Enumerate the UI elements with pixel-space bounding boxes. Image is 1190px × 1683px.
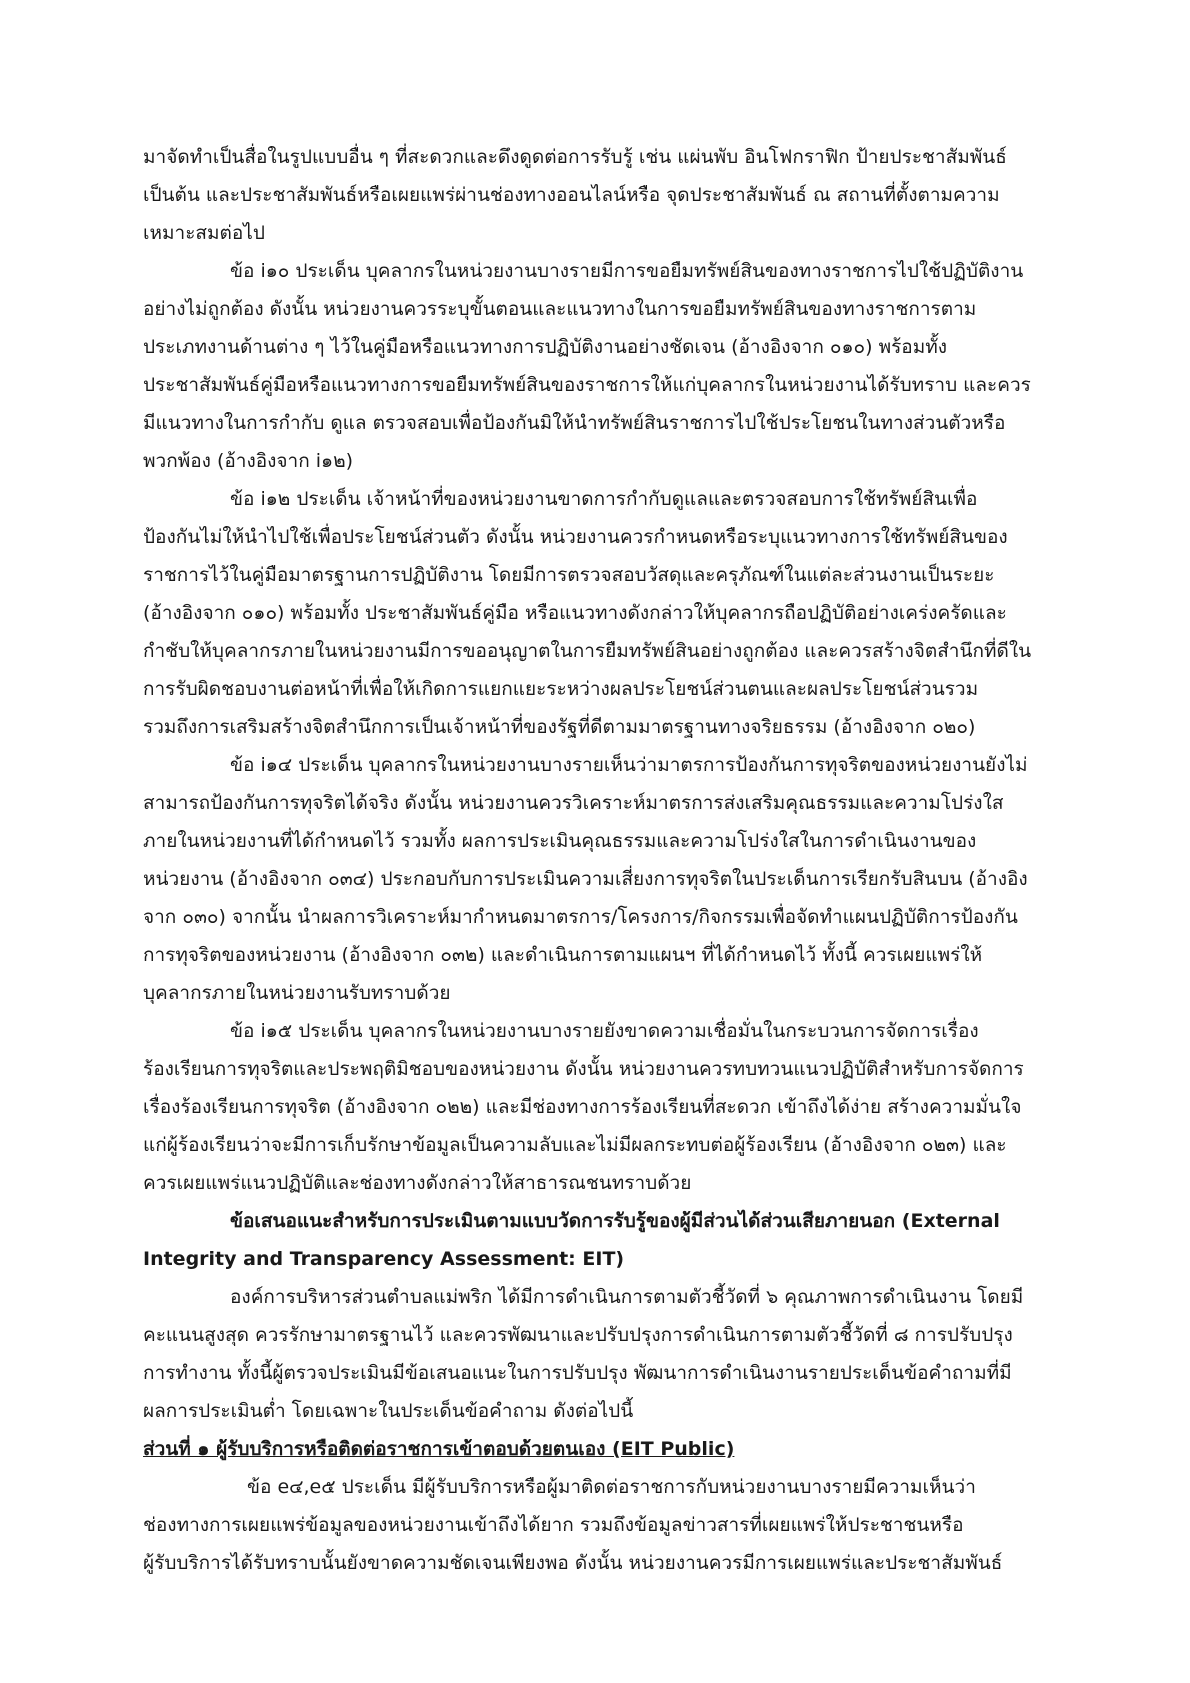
text-line: การทุจริตของหน่วยงาน (อ้างอิงจาก ๐๓๒) และดำเนินการตามแผนฯ ที่ได้กำหนดไว้ ทั้งนี้ ควรเผยแพร่ให้ [143,944,983,966]
part-heading: ส่วนที่ ๑ ผู้รับบริการหรือติดต่อราชการเข้าตอบด้วยตนเอง (EIT Public) [143,1438,735,1460]
text-line: แก่ผู้ร้องเรียนว่าจะมีการเก็บรักษาข้อมูลเป็นความลับและไม่มีผลกระทบต่อผู้ร้องเรียน (อ้างอิงจาก ๐๒๓) และ [143,1134,1007,1156]
text-line: รวมถึงการเสริมสร้างจิตสำนึกการเป็นเจ้าหน้าที่ของรัฐที่ดีตามมาตรฐานทางจริยธรรม (อ้างอิงจาก ๐๒๐) [143,716,976,738]
text-line: ผู้รับบริการได้รับทราบนั้นยังขาดความชัดเจนเพียงพอ ดังนั้น หน่วยงานควรมีการเผยแพร่และประชาสัมพันธ์ [143,1552,1003,1574]
text-line: อย่างไม่ถูกต้อง ดังนั้น หน่วยงานควรระบุขั้นตอนและแนวทางในการขอยืมทรัพย์สินของทางราชการตาม [143,298,977,320]
text-line: ข้อ i๑๕ ประเด็น บุคลากรในหน่วยงานบางรายยังขาดความเชื่อมั่นในกระบวนการจัดการเรื่อง [230,1020,979,1042]
text-line: เหมาะสมต่อไป [143,222,265,244]
text-line: ประเภทงานด้านต่าง ๆ ไว้ในคู่มือหรือแนวทางการปฏิบัติงานอย่างชัดเจน (อ้างอิงจาก ๐๑๐) พร้อมทั้ง [143,336,948,358]
text-line: กำชับให้บุคลากรภายในหน่วยงานมีการขออนุญาตในการยืมทรัพย์สินอย่างถูกต้อง และควรสร้างจิตสำนึกที่ดีใน [143,640,1032,662]
text-line: หน่วยงาน (อ้างอิงจาก ๐๓๔) ประกอบกับการประเมินความเสี่ยงการทุจริตในประเด็นการเรียกรับสินบน (อ้างอิง [143,868,1028,890]
text-line: คะแนนสูงสุด ควรรักษามาตรฐานไว้ และควรพัฒนาและปรับปรุงการดำเนินการตามตัวชี้วัดที่ ๘ การปรับปรุง [143,1324,1013,1346]
text-line: จาก ๐๓๐) จากนั้น นำผลการวิเคราะห์มากำหนดมาตรการ/โครงการ/กิจกรรมเพื่อจัดทำแผนปฏิบัติการป้องกัน [143,906,1018,928]
text-line: ป้องกันไม่ให้นำไปใช้เพื่อประโยชน์ส่วนตัว ดังนั้น หน่วยงานควรกำหนดหรือระบุแนวทางการใช้ทรัพย์สินของ [143,526,1008,548]
text-line: ผลการประเมินต่ำ โดยเฉพาะในประเด็นข้อคำถาม ดังต่อไปนี้ [143,1400,634,1422]
document-page [143,138,1063,1582]
text-line: เป็นต้น และประชาสัมพันธ์หรือเผยแพร่ผ่านช่องทางออนไลน์หรือ จุดประชาสัมพันธ์ ณ สถานที่ตั้งตามความ [143,184,1000,206]
text-line: บุคลากรภายในหน่วยงานรับทราบด้วย [143,982,451,1004]
text-line: ราชการไว้ในคู่มือมาตรฐานการปฏิบัติงาน โดยมีการตรวจสอบวัสดุและครุภัณฑ์ในแต่ละส่วนงานเป็นระยะ [143,564,995,586]
text-line: ข้อ i๑๔ ประเด็น บุคลากรในหน่วยงานบางรายเห็นว่ามาตรการป้องกันการทุจริตของหน่วยงานยังไม่ [230,754,1028,776]
text-line: เรื่องร้องเรียนการทุจริต (อ้างอิงจาก ๐๒๒) และมีช่องทางการร้องเรียนที่สะดวก เข้าถึงได้ง่าย สร้างความมั่นใจ [143,1096,1022,1118]
text-line: ข้อ i๑๒ ประเด็น เจ้าหน้าที่ของหน่วยงานขาดการกำกับดูแลและตรวจสอบการใช้ทรัพย์สินเพื่อ [230,488,978,510]
text-line: พวกพ้อง (อ้างอิงจาก i๑๒) [143,450,354,472]
text-line: ช่องทางการเผยแพร่ข้อมูลของหน่วยงานเข้าถึงได้ยาก รวมถึงข้อมูลข่าวสารที่เผยแพร่ให้ประชาชนหรือ [143,1514,964,1536]
section-heading: ข้อเสนอแนะสำหรับการประเมินตามแบบวัดการรับรู้ของผู้มีส่วนได้ส่วนเสียภายนอก (External [230,1210,1000,1232]
text-line: มาจัดทำเป็นสื่อในรูปแบบอื่น ๆ ที่สะดวกและดึงดูดต่อการรับรู้ เช่น แผ่นพับ อินโฟกราฟิก ป้ายประชาสัมพันธ์ [143,146,1007,168]
text-line: การรับผิดชอบงานต่อหน้าที่เพื่อให้เกิดการแยกแยะระหว่างผลประโยชน์ส่วนตนและผลประโยชน์ส่วนรวม [143,678,979,700]
text-line: ภายในหน่วยงานที่ได้กำหนดไว้ รวมทั้ง ผลการประเมินคุณธรรมและความโปร่งใสในการดำเนินงานของ [143,830,977,852]
text-line: ประชาสัมพันธ์คู่มือหรือแนวทางการขอยืมทรัพย์สินของราชการให้แก่บุคลากรในหน่วยงานได้รับทราบ และควร [143,374,1031,396]
text-line: การทำงาน ทั้งนี้ผู้ตรวจประเมินมีข้อเสนอแนะในการปรับปรุง พัฒนาการดำเนินงานรายประเด็นข้อคำถามที่มี [143,1362,1012,1384]
section-heading-continued: Integrity and Transparency Assessment: EIT) [143,1248,625,1270]
text-line: ควรเผยแพร่แนวปฏิบัติและช่องทางดังกล่าวให้สาธารณชนทราบด้วย [143,1172,692,1194]
text-line: องค์การบริหารส่วนตำบลแม่พริก ได้มีการดำเนินการตามตัวชี้วัดที่ ๖ คุณภาพการดำเนินงาน โดยมี [230,1286,1024,1308]
text-line: สามารถป้องกันการทุจริตได้จริง ดังนั้น หน่วยงานควรวิเคราะห์มาตรการส่งเสริมคุณธรรมและความโปร่งใส [143,792,1004,814]
text-line: ข้อ i๑๐ ประเด็น บุคลากรในหน่วยงานบางรายมีการขอยืมทรัพย์สินของทางราชการไปใช้ปฏิบัติงาน [230,260,1024,282]
text-line: มีแนวทางในการกำกับ ดูแล ตรวจสอบเพื่อป้องกันมิให้นำทรัพย์สินราชการไปใช้ประโยชนในทางส่วนตัวหรือ [143,412,1006,434]
text-line: (อ้างอิงจาก ๐๑๐) พร้อมทั้ง ประชาสัมพันธ์คู่มือ หรือแนวทางดังกล่าวให้บุคลากรถือปฏิบัติอย่างเคร่งครัดและ [143,602,1007,624]
text-line: ร้องเรียนการทุจริตและประพฤติมิชอบของหน่วยงาน ดังนั้น หน่วยงานควรทบทวนแนวปฏิบัติสำหรับการจัดการ [143,1058,1024,1080]
text-line: ข้อ e๔,e๕ ประเด็น มีผู้รับบริการหรือผู้มาติดต่อราชการกับหน่วยงานบางรายมีความเห็นว่า [247,1476,976,1498]
